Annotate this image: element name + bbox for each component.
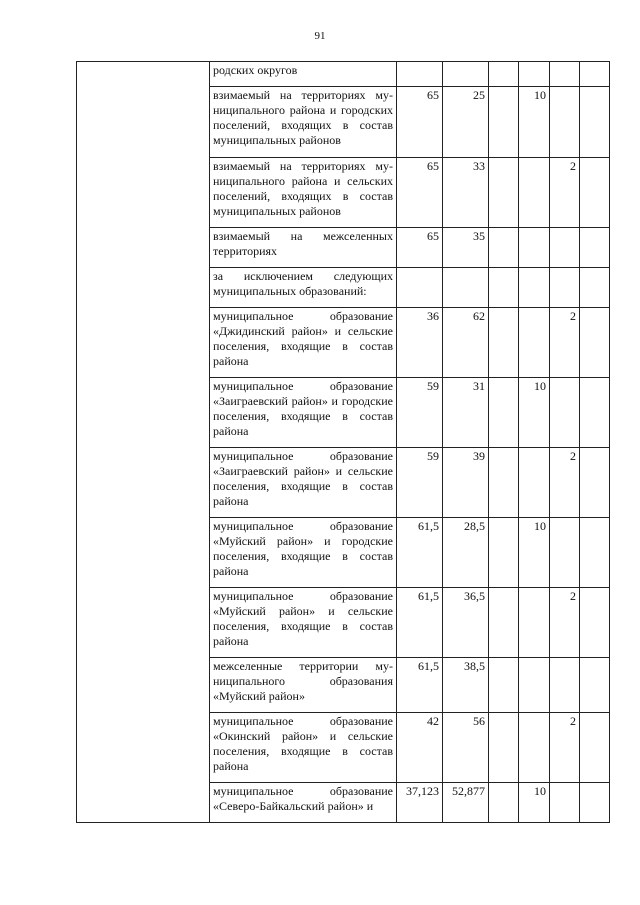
cell-value: 10 — [519, 378, 550, 448]
cell-value — [550, 228, 580, 268]
cell-value — [550, 62, 580, 87]
row-description: за исключением следующих муниципальных образований: — [210, 268, 397, 308]
row-description: муниципальное образование «Заиграевский район» и сельские поселения, входящие в состав района — [210, 448, 397, 518]
cell-value: 28,5 — [443, 518, 489, 588]
cell-value — [580, 158, 610, 228]
cell-value — [550, 658, 580, 713]
cell-value — [489, 228, 519, 268]
cell-value — [580, 518, 610, 588]
cell-value — [519, 228, 550, 268]
cell-value — [489, 87, 519, 158]
cell-value — [397, 62, 443, 87]
cell-value — [489, 62, 519, 87]
cell-value: 59 — [397, 378, 443, 448]
cell-value: 56 — [443, 713, 489, 783]
cell-value — [580, 228, 610, 268]
cell-value: 65 — [397, 87, 443, 158]
row-description: муниципальное образование «Муйский район» и городские поселения, входящие в состав района — [210, 518, 397, 588]
cell-value — [580, 87, 610, 158]
cell-value — [550, 268, 580, 308]
row-description: межселенные территории муниципального образования «Муйский район» — [210, 658, 397, 713]
cell-value — [580, 62, 610, 87]
cell-value — [519, 268, 550, 308]
cell-value: 61,5 — [397, 588, 443, 658]
cell-value: 2 — [550, 158, 580, 228]
cell-value — [443, 268, 489, 308]
cell-value — [580, 448, 610, 518]
cell-value — [580, 783, 610, 823]
row-description: родских округов — [210, 62, 397, 87]
cell-value: 33 — [443, 158, 489, 228]
cell-value: 2 — [550, 713, 580, 783]
merged-first-column-cell — [77, 62, 210, 823]
row-description: муниципальное образование «Джидинский район» и сельские поселения, входящие в состав района — [210, 308, 397, 378]
cell-value — [489, 308, 519, 378]
cell-value: 59 — [397, 448, 443, 518]
cell-value: 10 — [519, 87, 550, 158]
cell-value — [489, 158, 519, 228]
cell-value: 36 — [397, 308, 443, 378]
cell-value: 35 — [443, 228, 489, 268]
cell-value — [489, 588, 519, 658]
row-description: муниципальное образование «Заиграевский район» и городские поселения, входящие в состав района — [210, 378, 397, 448]
row-description: муниципальное образование «Северо-Байкальский район» и — [210, 783, 397, 823]
cell-value — [580, 308, 610, 378]
cell-value — [580, 658, 610, 713]
cell-value: 2 — [550, 588, 580, 658]
cell-value — [489, 783, 519, 823]
cell-value — [489, 713, 519, 783]
cell-value: 37,123 — [397, 783, 443, 823]
cell-value — [489, 268, 519, 308]
cell-value — [397, 268, 443, 308]
cell-value: 38,5 — [443, 658, 489, 713]
cell-value: 25 — [443, 87, 489, 158]
cell-value — [550, 87, 580, 158]
cell-value: 31 — [443, 378, 489, 448]
page-number: 91 — [314, 30, 326, 42]
row-description: взимаемый на территориях муниципального района и сельских поселений, входящих в состав муниципальных районов — [210, 158, 397, 228]
cell-value: 39 — [443, 448, 489, 518]
cell-value: 61,5 — [397, 518, 443, 588]
cell-value — [580, 588, 610, 658]
cell-value: 42 — [397, 713, 443, 783]
cell-value — [489, 518, 519, 588]
table-row — [77, 62, 610, 87]
cell-value: 62 — [443, 308, 489, 378]
cell-value: 10 — [519, 518, 550, 588]
cell-value — [550, 783, 580, 823]
row-description: взимаемый на территориях муниципального района и городских поселений, входящих в состав муниципальных районов — [210, 87, 397, 158]
cell-value: 65 — [397, 158, 443, 228]
table-body — [77, 62, 610, 823]
cell-value — [519, 588, 550, 658]
cell-value — [550, 518, 580, 588]
cell-value: 61,5 — [397, 658, 443, 713]
cell-value — [580, 713, 610, 783]
cell-value — [519, 62, 550, 87]
cell-value — [489, 448, 519, 518]
cell-value — [580, 378, 610, 448]
cell-value — [519, 158, 550, 228]
cell-value — [489, 658, 519, 713]
cell-value — [550, 378, 580, 448]
cell-value — [489, 378, 519, 448]
cell-value: 65 — [397, 228, 443, 268]
row-description: муниципальное образование «Окинский район» и сельские поселения, входящие в состав района — [210, 713, 397, 783]
cell-value — [443, 62, 489, 87]
cell-value: 10 — [519, 783, 550, 823]
cell-value — [519, 658, 550, 713]
cell-value — [580, 268, 610, 308]
cell-value — [519, 308, 550, 378]
row-description: взимаемый на межселенных территориях — [210, 228, 397, 268]
cell-value — [519, 448, 550, 518]
tax-distribution-table — [76, 61, 610, 823]
cell-value: 36,5 — [443, 588, 489, 658]
cell-value: 2 — [550, 308, 580, 378]
cell-value: 2 — [550, 448, 580, 518]
cell-value — [519, 713, 550, 783]
cell-value: 52,877 — [443, 783, 489, 823]
row-description: муниципальное образование «Муйский район» и сельские поселения, входящие в состав района — [210, 588, 397, 658]
